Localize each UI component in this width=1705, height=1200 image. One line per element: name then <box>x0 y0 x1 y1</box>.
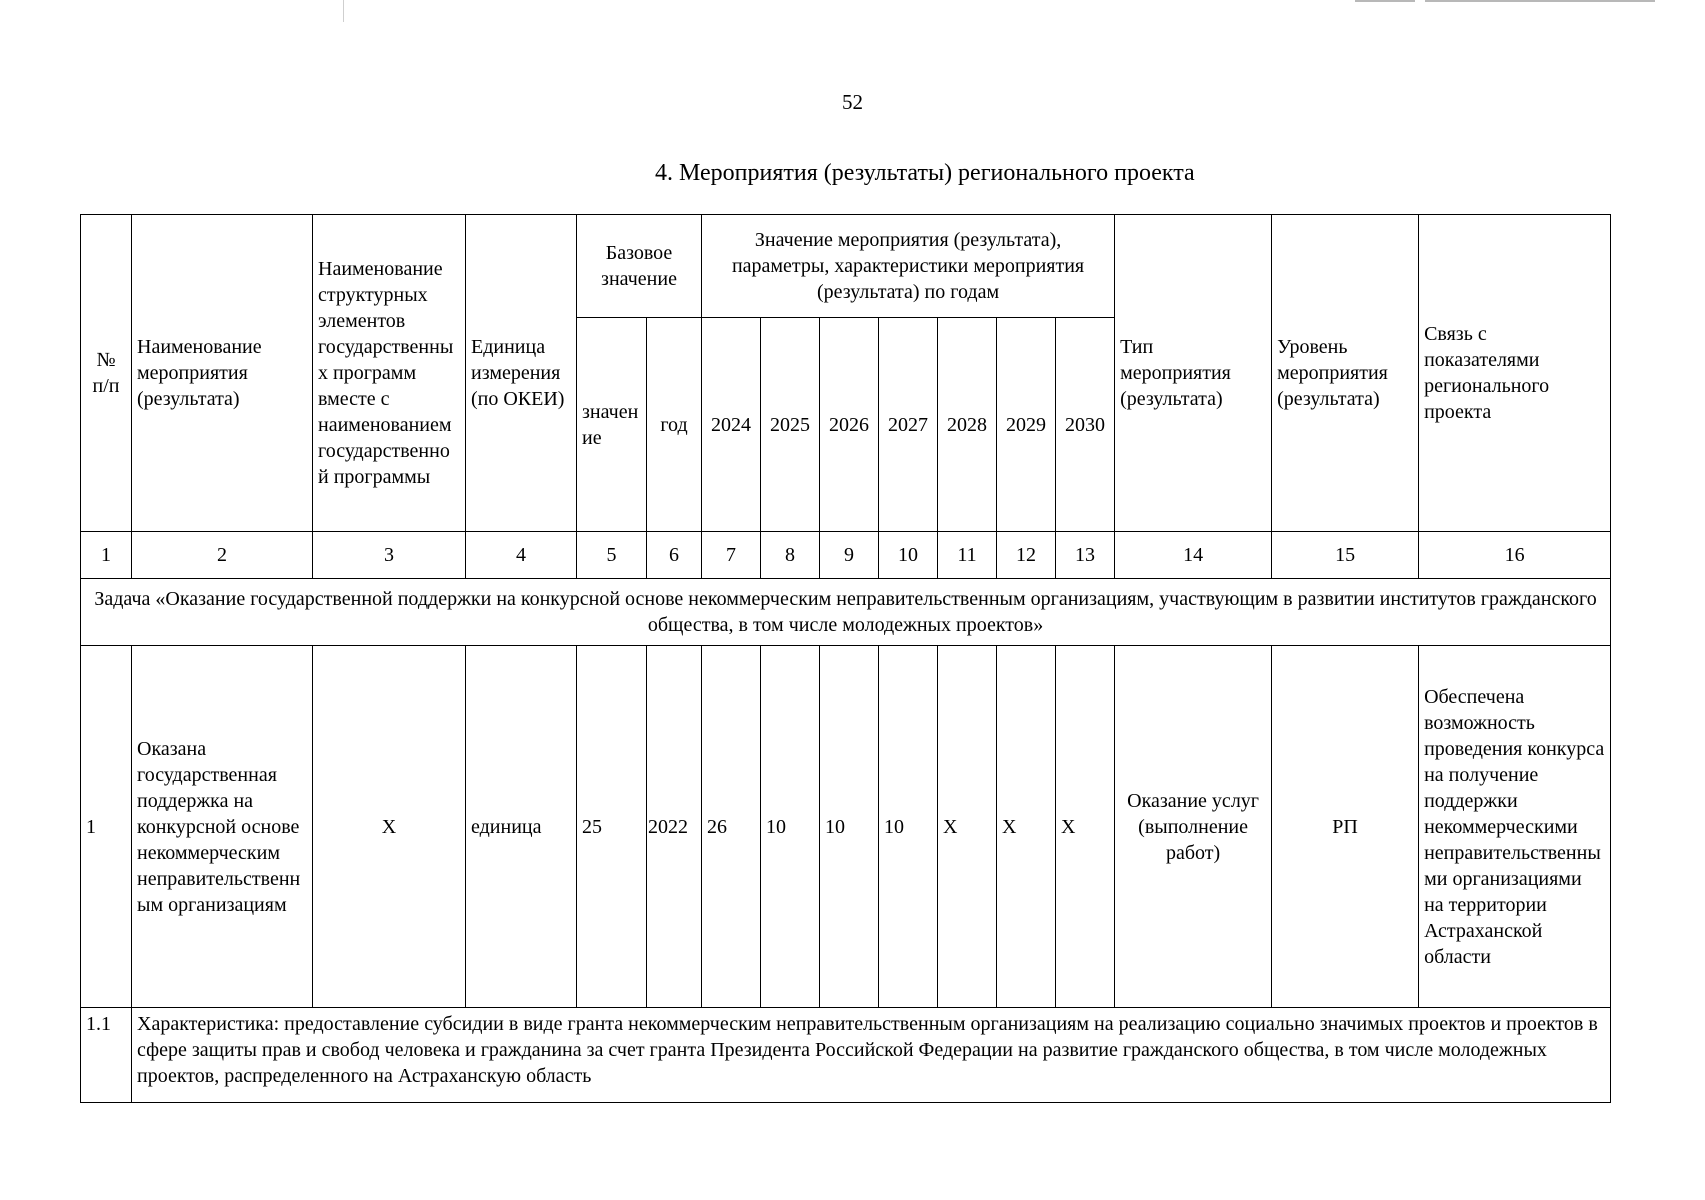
characteristic-row <box>81 1008 1611 1103</box>
header-values-by-year: Значение мероприятия (результата), параметры, характеристики мероприятия (результата) по годам <box>702 215 1115 318</box>
column-number: 10 <box>879 532 938 579</box>
task-text: Задача «Оказание государственной поддержки на конкурсной основе некоммерческим неправительственным организациям, участвующим в развитии институтов гражданского общества, в том числе молодежных проектов» <box>81 579 1611 646</box>
column-number: 15 <box>1272 532 1419 579</box>
header-num: № п/п <box>81 215 132 532</box>
row-year-value: 26 <box>702 646 761 1008</box>
row-level: РП <box>1272 646 1419 1008</box>
header-link: Связь с показателями регионального проекта <box>1419 215 1611 532</box>
column-number: 9 <box>820 532 879 579</box>
header-level: Уровень мероприятия (результата) <box>1272 215 1419 532</box>
scan-artifact-vline <box>343 0 344 22</box>
header-year: 2028 <box>938 318 997 532</box>
column-number: 14 <box>1115 532 1272 579</box>
header-year: 2030 <box>1056 318 1115 532</box>
header-type: Тип мероприятия (результата) <box>1115 215 1272 532</box>
header-row-top <box>81 215 1611 318</box>
row-year-value: Х <box>938 646 997 1008</box>
column-number: 16 <box>1419 532 1611 579</box>
header-base-value: Базовое значение <box>577 215 702 318</box>
row-year-value: Х <box>1056 646 1115 1008</box>
column-number: 2 <box>132 532 313 579</box>
row-num: 1 <box>81 646 132 1008</box>
activities-table <box>80 214 1611 1103</box>
scan-artifact-line <box>1425 0 1655 2</box>
column-number: 6 <box>647 532 702 579</box>
header-year: 2027 <box>879 318 938 532</box>
column-number: 1 <box>81 532 132 579</box>
column-number: 5 <box>577 532 647 579</box>
row-base-year: 2022 <box>647 646 702 1008</box>
header-year: 2026 <box>820 318 879 532</box>
row-structural: Х <box>313 646 466 1008</box>
task-row <box>81 579 1611 646</box>
characteristic-num: 1.1 <box>81 1008 132 1103</box>
column-number: 8 <box>761 532 820 579</box>
table-row <box>81 646 1611 1008</box>
column-number: 12 <box>997 532 1056 579</box>
row-base-value: 25 <box>577 646 647 1008</box>
header-year: 2029 <box>997 318 1056 532</box>
column-number: 7 <box>702 532 761 579</box>
header-unit: Единица измерения (по ОКЕИ) <box>466 215 577 532</box>
row-year-value: 10 <box>879 646 938 1008</box>
column-number: 11 <box>938 532 997 579</box>
header-base-value-year: год <box>647 318 702 532</box>
row-year-value: Х <box>997 646 1056 1008</box>
header-base-value-value: значение <box>577 318 647 532</box>
section-title: 4. Мероприятия (результаты) регионального проекта <box>655 160 1195 186</box>
scan-artifact-line <box>1355 0 1415 2</box>
row-unit: единица <box>466 646 577 1008</box>
row-link: Обеспечена возможность проведения конкурса на получение поддержки некоммерческими неправительственными организациями на территории Астраханской области <box>1419 646 1611 1008</box>
row-name: Оказана государственная поддержка на конкурсной основе некоммерческим неправительственным организациям <box>132 646 313 1008</box>
column-number: 3 <box>313 532 466 579</box>
header-structural: Наименование структурных элементов государственных программ вместе с наименованием государственной программы <box>313 215 466 532</box>
header-year: 2025 <box>761 318 820 532</box>
characteristic-text: Характеристика: предоставление субсидии в виде гранта некоммерческим неправительственным организациям на реализацию социально значимых проектов и проектов в сфере защиты прав и свобод человека и гражданина за счет гранта Президента Российской Федерации на развитие гражданского общества, в том числе молодежных проектов, распределенного на Астраханскую область <box>132 1008 1611 1103</box>
column-numbers-row <box>81 532 1611 579</box>
header-year: 2024 <box>702 318 761 532</box>
column-number: 4 <box>466 532 577 579</box>
page-number: 52 <box>842 90 863 114</box>
row-year-value: 10 <box>761 646 820 1008</box>
row-type: Оказание услуг (выполнение работ) <box>1115 646 1272 1008</box>
header-name: Наименование мероприятия (результата) <box>132 215 313 532</box>
row-year-value: 10 <box>820 646 879 1008</box>
column-number: 13 <box>1056 532 1115 579</box>
